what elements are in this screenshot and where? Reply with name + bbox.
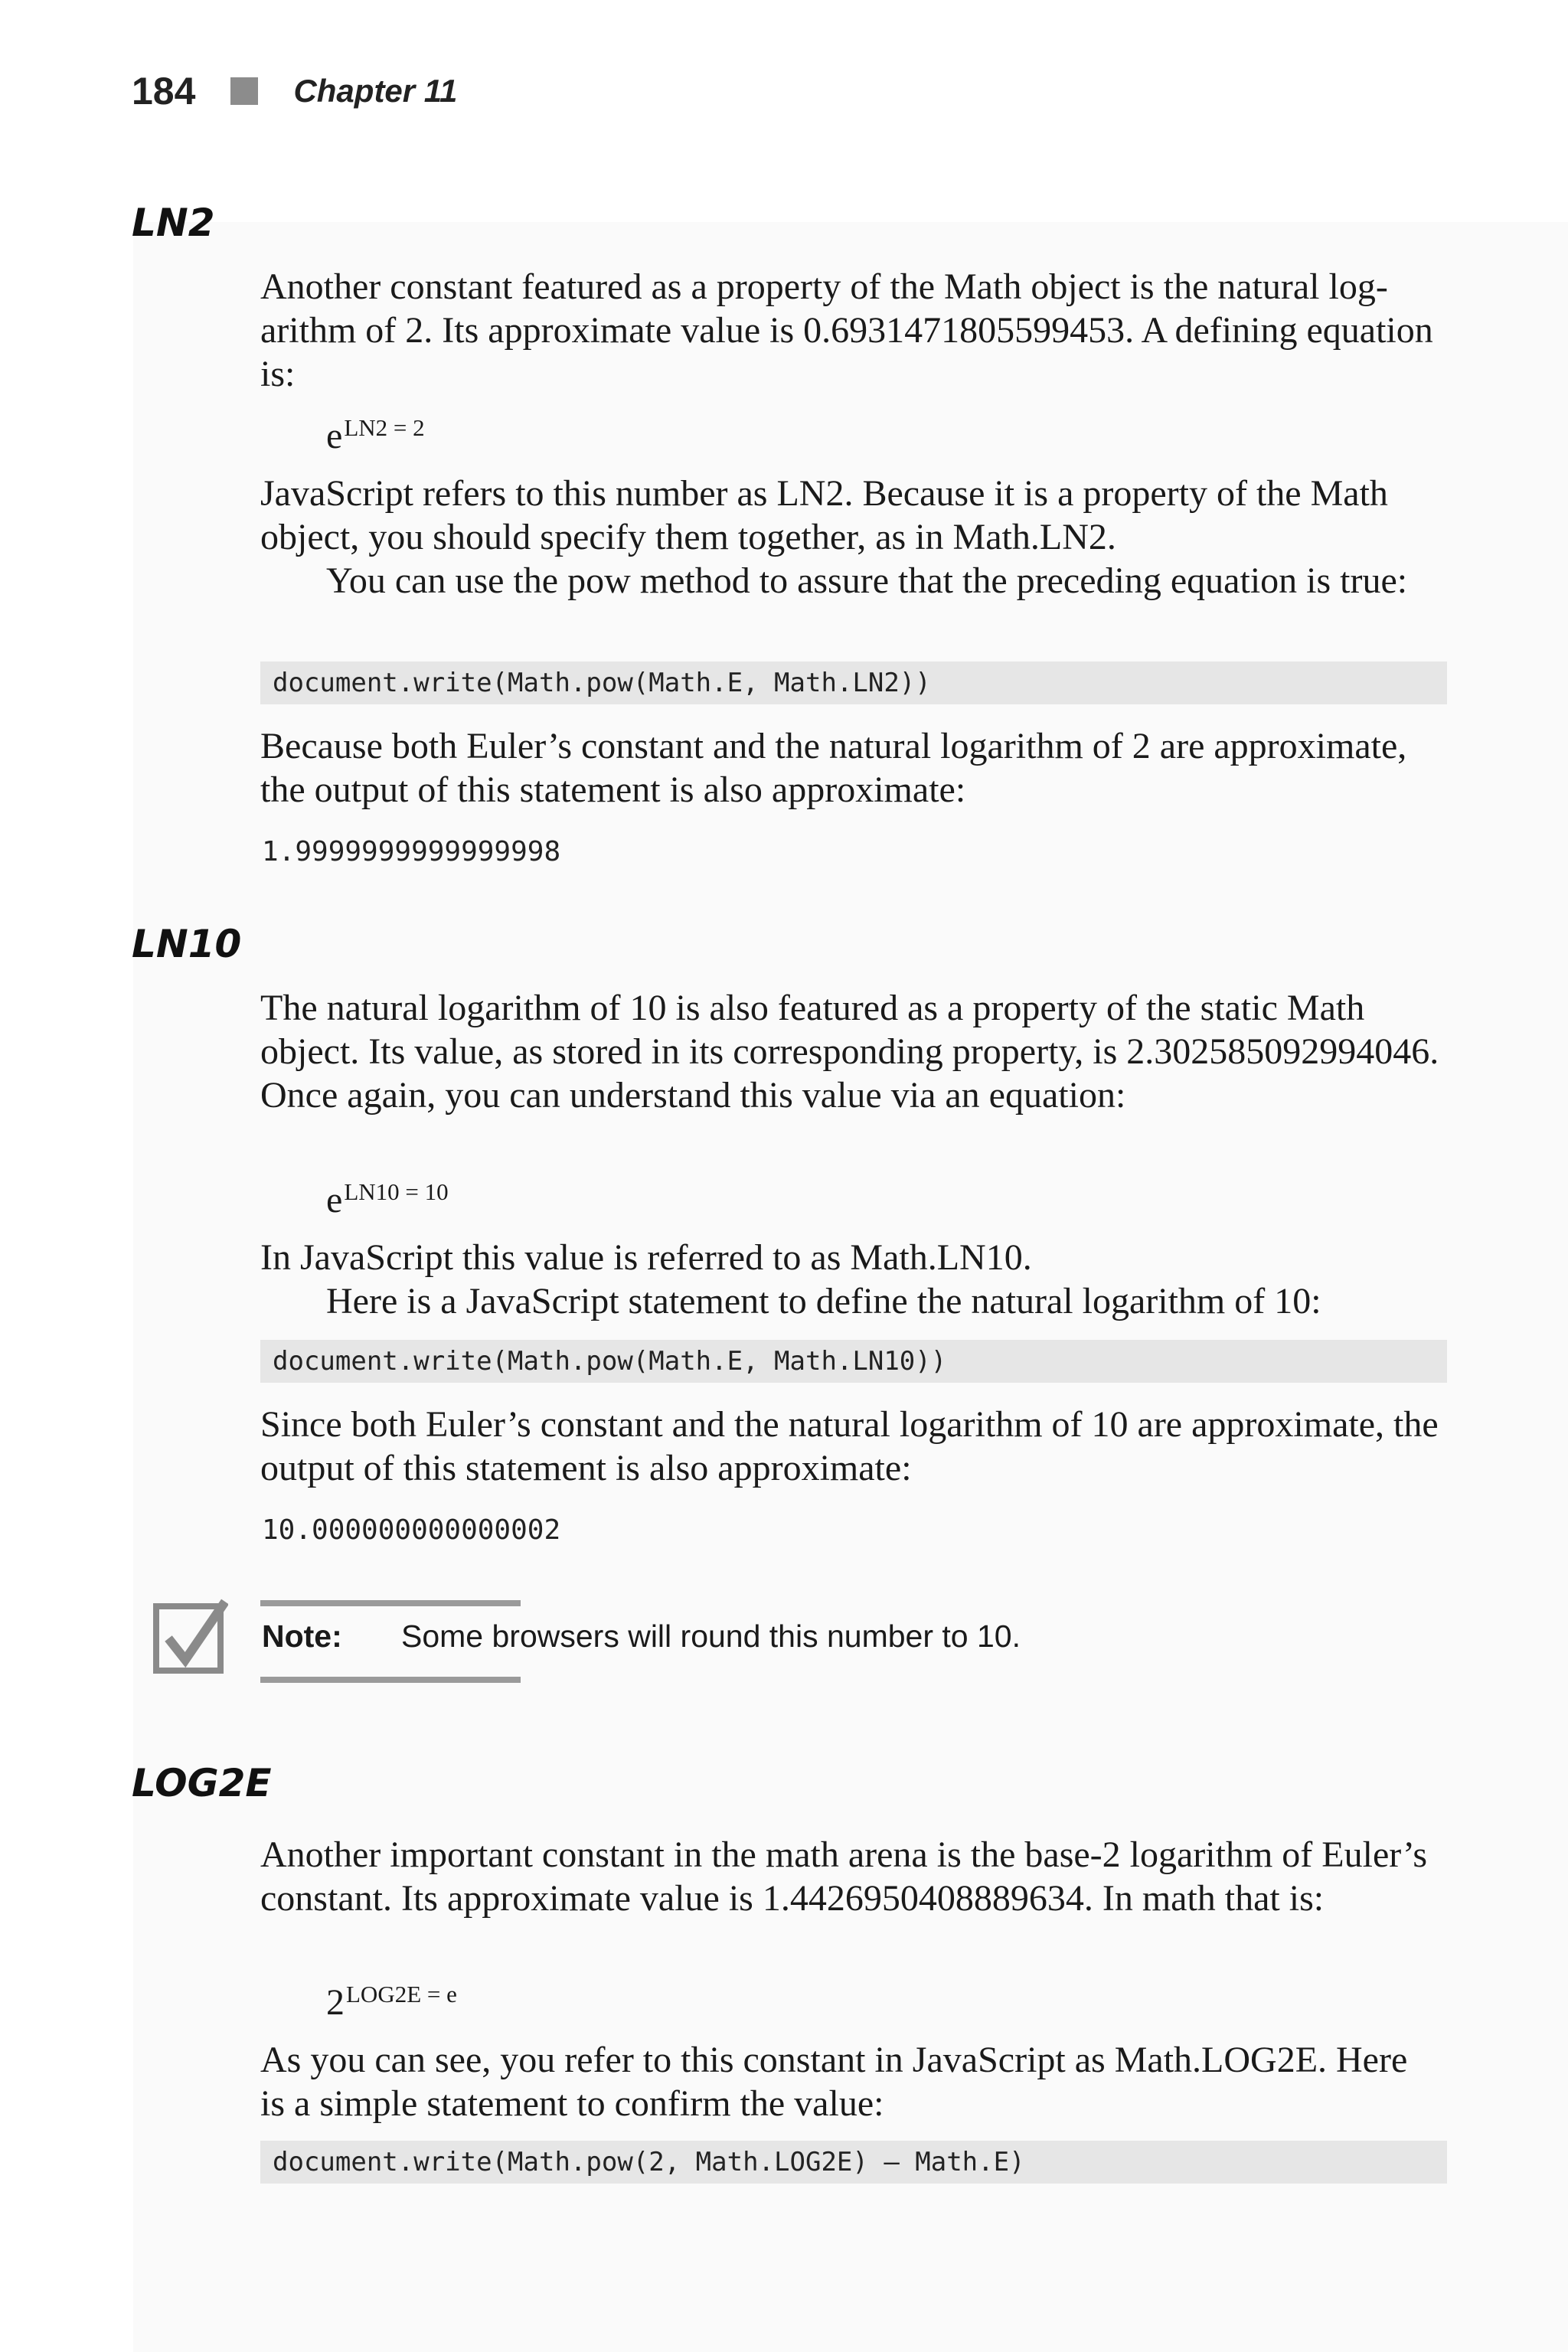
log2e-paragraph-1: Another important constant in the math arena is the base-2 logarithm of Euler’s constant. Its approximate value is 1.4426950408889634. In math that is: bbox=[260, 1834, 1428, 1919]
ln10-paragraph-1: The natural logarithm of 10 is also featured as a property of the static Math object. Its value, as stored in its corresponding property, is 2.302585092994046. Once again, you can understand this value via an equation: bbox=[260, 988, 1439, 1116]
running-header bbox=[132, 67, 457, 115]
note-label: Note: bbox=[262, 1619, 342, 1654]
ln10-paragraph-4: Since both Euler’s constant and the natural logarithm of 10 are approximate, the output of this statement is also approximate: bbox=[260, 1404, 1439, 1488]
log2e-code-block: document.write(Math.pow(2, Math.LOG2E) – Math.E) bbox=[260, 2141, 1447, 2184]
ln2-paragraph-1: Another constant featured as a property of the Math object is the natural logarithm of 2. Its approximate value is 0.6931471805599453. A defining equation is: bbox=[260, 266, 1433, 394]
ln10-equation: $e^{LN10 = 10}$ bbox=[326, 1178, 449, 1220]
heading-log2e: LOG2E bbox=[132, 1761, 272, 1805]
ln10-output: 10.000000000000002 bbox=[262, 1514, 561, 1546]
page-number: 184 bbox=[132, 70, 196, 113]
ln2-output: 1.9999999999999998 bbox=[262, 836, 561, 867]
note bbox=[262, 1619, 1021, 1655]
heading-ln2: LN2 bbox=[132, 201, 215, 245]
checkbox-check-icon bbox=[152, 1599, 228, 1675]
heading-ln10: LN10 bbox=[132, 922, 242, 966]
ln2-code-block: document.write(Math.pow(Math.E, Math.LN2)) bbox=[260, 662, 1447, 704]
ln2-paragraph-3: You can use the pow method to assure that the preceding equation is true: bbox=[326, 560, 1408, 601]
ln10-code-block: document.write(Math.pow(Math.E, Math.LN10)) bbox=[260, 1340, 1447, 1383]
ln10-paragraph-3: Here is a JavaScript statement to define the natural logarithm of 10: bbox=[326, 1281, 1321, 1321]
log2e-paragraph-2: As you can see, you refer to this constant in JavaScript as Math.LOG2E. Here is a simple statement to confirm the value: bbox=[260, 2040, 1408, 2124]
header-square-icon bbox=[230, 77, 258, 105]
ln10-paragraph-2: In JavaScript this value is referred to as Math.LN10. bbox=[260, 1237, 1032, 1278]
log2e-equation: $2^{LOG2E = e}$ bbox=[326, 1981, 457, 2023]
note-text: Some browsers will round this number to 10. bbox=[401, 1619, 1021, 1654]
note-top-rule bbox=[260, 1600, 521, 1606]
ln2-paragraph-4: Because both Euler’s constant and the natural logarithm of 2 are approximate, the output of this statement is also approximate: bbox=[260, 726, 1407, 810]
note-bottom-rule bbox=[260, 1677, 521, 1683]
chapter-label: Chapter 11 bbox=[293, 73, 458, 109]
ln2-paragraph-2: JavaScript refers to this number as LN2. Because it is a property of the Math object, you should specify them together, as in Math.LN2. bbox=[260, 473, 1388, 557]
ln2-equation: $e^{LN2 = 2}$ bbox=[326, 414, 425, 456]
